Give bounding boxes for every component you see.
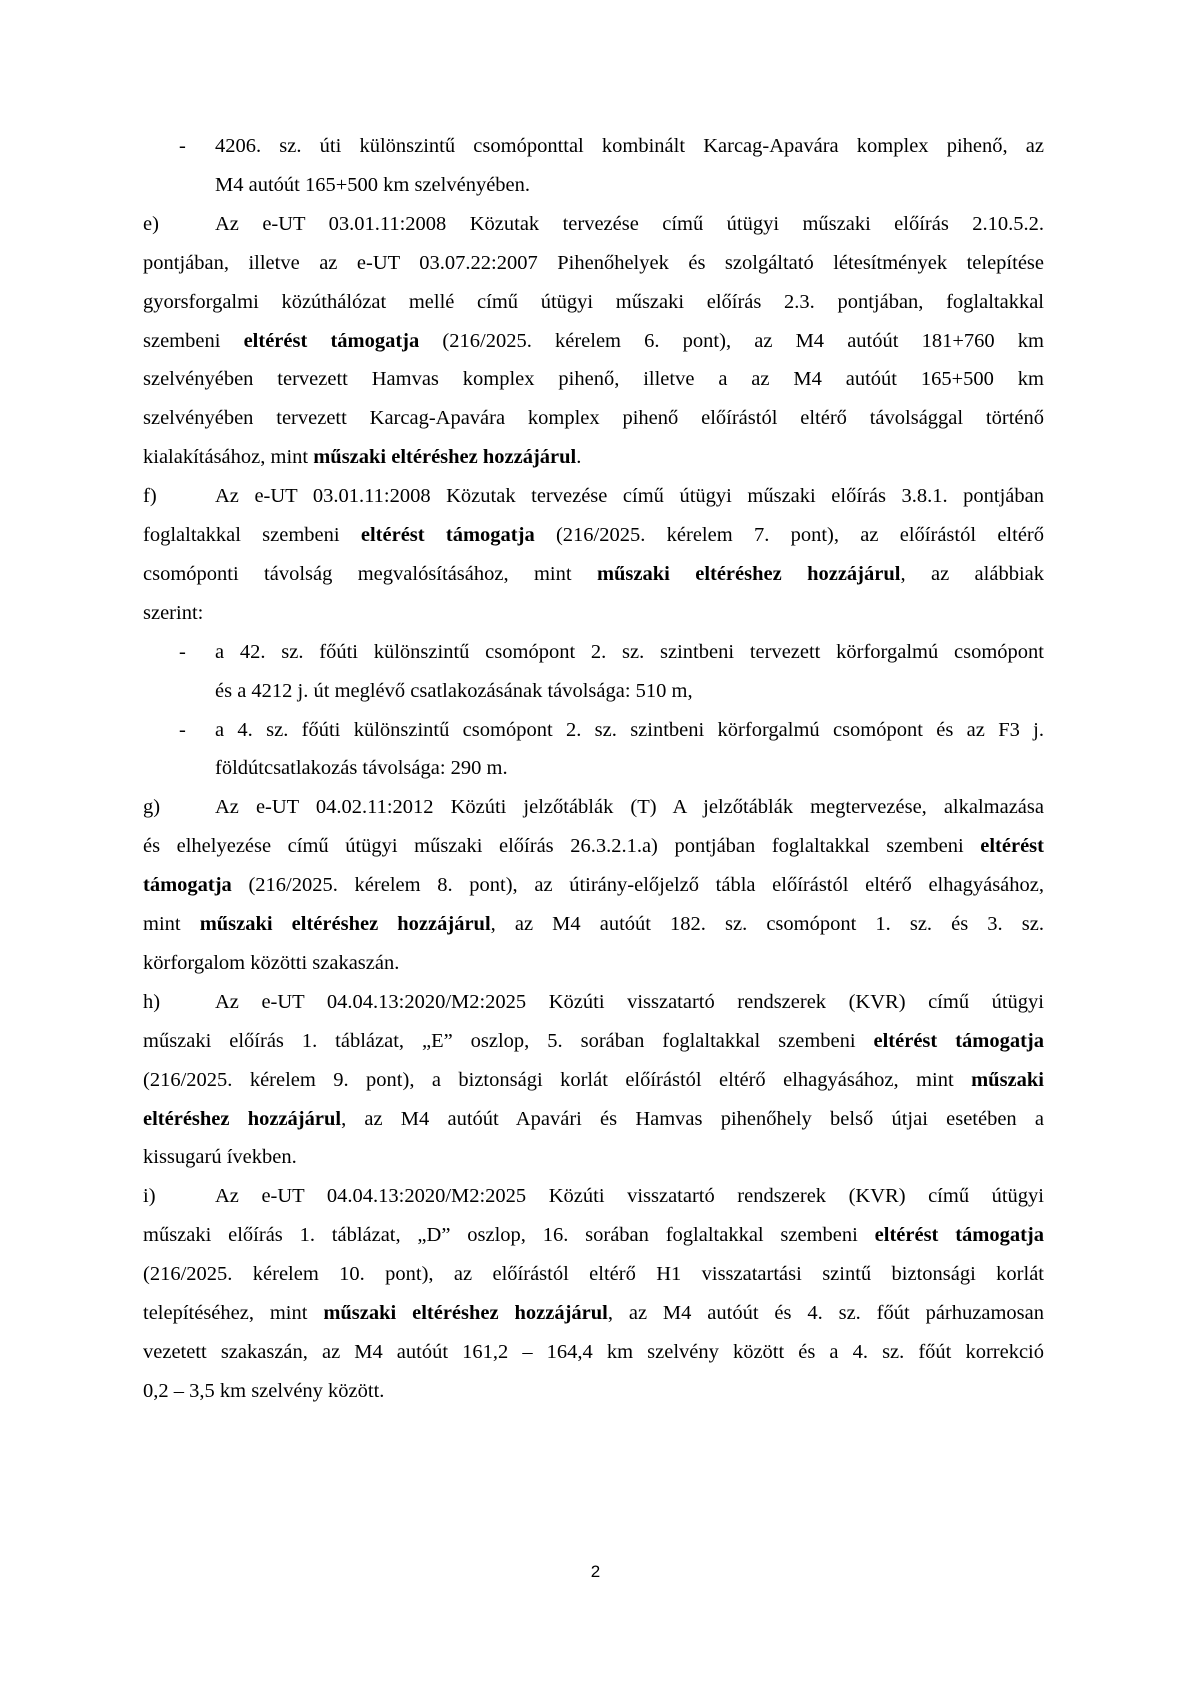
text-line (143, 1104, 1044, 1134)
text-run: szelvényében tervezett Hamvas komplex pihenő, illetve a az M4 autóút 165+500 km (143, 368, 1044, 391)
text-run: és a 4212 j. út meglévő csatlakozásának távolsága: 510 m, (215, 679, 693, 702)
text-line (143, 364, 1044, 394)
text-line (143, 1181, 1044, 1211)
item-marker: g) (143, 796, 161, 819)
text-run: körforgalom közötti szakaszán. (143, 951, 400, 974)
text-run: a 42. sz. főúti különszintű csomópont 2. sz. szintbeni tervezett körforgalmú csomópont (215, 640, 1044, 663)
text-run: mint (143, 913, 200, 935)
text-line (215, 637, 1044, 667)
bold-text: műszaki eltéréshez hozzájárul (313, 446, 577, 469)
text-run: M4 autóút 165+500 km szelvényében. (215, 173, 531, 196)
bold-text: eltérést támogatja (360, 524, 535, 546)
text-run: műszaki előírás 1. táblázat, „E” oszlop, 5. sorában foglaltakkal szembeni (143, 1029, 874, 1052)
text-run: Az e-UT 04.02.11:2012 Közúti jelzőtáblák (T) A jelzőtáblák megtervezése, alkalmazása (215, 796, 1044, 819)
bold-text: eltéréshez hozzájárul (143, 1107, 342, 1130)
text-line (143, 520, 1044, 550)
bold-text: eltérést támogatja (874, 1224, 1044, 1247)
text-line (143, 248, 1044, 278)
text-run: földútcsatlakozás távolsága: 290 m. (215, 757, 508, 780)
text-line (143, 987, 1044, 1017)
text-run: (216/2025. kérelem 6. pont), az M4 autóút 181+760 km (419, 329, 1045, 352)
bold-text: műszaki eltéréshez hozzájárul (596, 562, 901, 585)
bullet-dash: - (179, 640, 186, 663)
text-run: Az e-UT 04.04.13:2020/M2:2025 Közúti visszatartó rendszerek (KVR) című útügyi (215, 990, 1044, 1013)
bold-text: eltérést támogatja (243, 329, 420, 352)
item-marker: f) (143, 485, 157, 508)
text-run: kissugarú ívekben. (143, 1146, 297, 1169)
text-run: foglaltakkal szembeni (143, 524, 361, 546)
text-line (143, 1298, 1044, 1328)
text-run: (216/2025. kérelem 7. pont), az előírástól eltérő (534, 524, 1044, 546)
text-run: szerint: (143, 601, 204, 624)
text-run: , az alábbiak (900, 562, 1044, 585)
text-line (215, 753, 1044, 783)
text-run: szelvényében tervezett Karcag-Apavára komplex pihenő előírástól eltérő távolsággal történő (143, 407, 1044, 430)
page-number: 2 (590, 1562, 601, 1581)
text-run: (216/2025. kérelem 8. pont), az útirány-előjelző tábla előírástól eltérő elhagyásához, (231, 874, 1044, 897)
bullet-dash: - (179, 718, 186, 741)
text-run: , az M4 autóút Apavári és Hamvas pihenőhely belső útjai esetében a (341, 1107, 1044, 1130)
text-run: Az e-UT 03.01.11:2008 Közutak tervezése című útügyi műszaki előírás 3.8.1. pontjában (215, 485, 1044, 508)
text-line (143, 1142, 1044, 1172)
text-run: a 4. sz. főúti különszintű csomópont 2. sz. szintbeni körforgalmú csomópont és az F3 j. (215, 718, 1044, 741)
text-line (143, 909, 1044, 939)
bold-text: műszaki (971, 1068, 1044, 1091)
text-run: 0,2 – 3,5 km szelvény között. (143, 1379, 385, 1402)
bold-text: eltérést támogatja (873, 1029, 1044, 1052)
text-line (215, 131, 1044, 161)
bold-text: műszaki eltéréshez hozzájárul (323, 1302, 608, 1324)
text-line (143, 1337, 1044, 1367)
text-run: csomóponti távolság megvalósításához, mint (143, 562, 597, 585)
text-line (143, 870, 1044, 900)
text-line (143, 209, 1044, 239)
text-line (143, 287, 1044, 317)
text-run: (216/2025. kérelem 10. pont), az előírástól eltérő H1 visszatartási szintű biztonsági korlát (143, 1263, 1044, 1286)
text-line (143, 1065, 1044, 1095)
text-line (143, 326, 1044, 356)
bold-text: műszaki eltéréshez hozzájárul (199, 913, 491, 935)
text-run: gyorsforgalmi közúthálózat mellé című útügyi műszaki előírás 2.3. pontjában, foglaltakkal (143, 290, 1044, 313)
text-line (143, 831, 1044, 861)
text-line (143, 948, 1044, 978)
item-marker: h) (143, 990, 161, 1013)
text-line (143, 1259, 1044, 1289)
text-run: . (576, 446, 582, 469)
text-line (143, 792, 1044, 822)
text-run: pontjában, illetve az e-UT 03.07.22:2007 Pihenőhelyek és szolgáltató létesítmények telepítése (143, 251, 1044, 274)
text-run: 4206. sz. úti különszintű csomóponttal kombinált Karcag-Apavára komplex pihenő, az (215, 135, 1044, 157)
text-line (215, 715, 1044, 745)
text-run: Az e-UT 04.04.13:2020/M2:2025 Közúti visszatartó rendszerek (KVR) című útügyi (215, 1185, 1044, 1208)
text-run: vezetett szakaszán, az M4 autóút 161,2 – 164,4 km szelvény között és a 4. sz. főút korrekció (143, 1340, 1044, 1363)
text-line (143, 1026, 1044, 1056)
text-line (215, 676, 1044, 706)
bold-text: támogatja (143, 874, 232, 897)
text-line (143, 403, 1044, 433)
text-line (143, 481, 1044, 511)
text-run: Az e-UT 03.01.11:2008 Közutak tervezése című útügyi műszaki előírás 2.10.5.2. (215, 212, 1044, 235)
text-run: szembeni (143, 329, 244, 352)
bullet-dash: - (179, 135, 186, 157)
text-run: és elhelyezése című útügyi műszaki előírás 26.3.2.1.a) pontjában foglaltakkal szembeni (143, 835, 981, 858)
text-run: kialakításához, mint (143, 446, 314, 469)
text-run: (216/2025. kérelem 9. pont), a biztonsági korlát előírástól eltérő elhagyásához, mint (143, 1068, 972, 1091)
item-marker: e) (143, 212, 159, 235)
text-line (143, 1220, 1044, 1250)
text-line (143, 559, 1044, 589)
text-line (143, 442, 1044, 472)
text-run: , az M4 autóút és 4. sz. főút párhuzamosan (607, 1302, 1044, 1324)
bold-text: eltérést (980, 835, 1044, 858)
text-line (143, 598, 1044, 628)
text-run: műszaki előírás 1. táblázat, „D” oszlop, 16. sorában foglaltakkal szembeni (143, 1224, 875, 1247)
text-line (215, 170, 1044, 200)
text-line (143, 1376, 1044, 1406)
text-run: , az M4 autóút 182. sz. csomópont 1. sz. és 3. sz. (490, 913, 1044, 935)
item-marker: i) (143, 1185, 156, 1208)
text-run: telepítéséhez, mint (143, 1302, 324, 1324)
